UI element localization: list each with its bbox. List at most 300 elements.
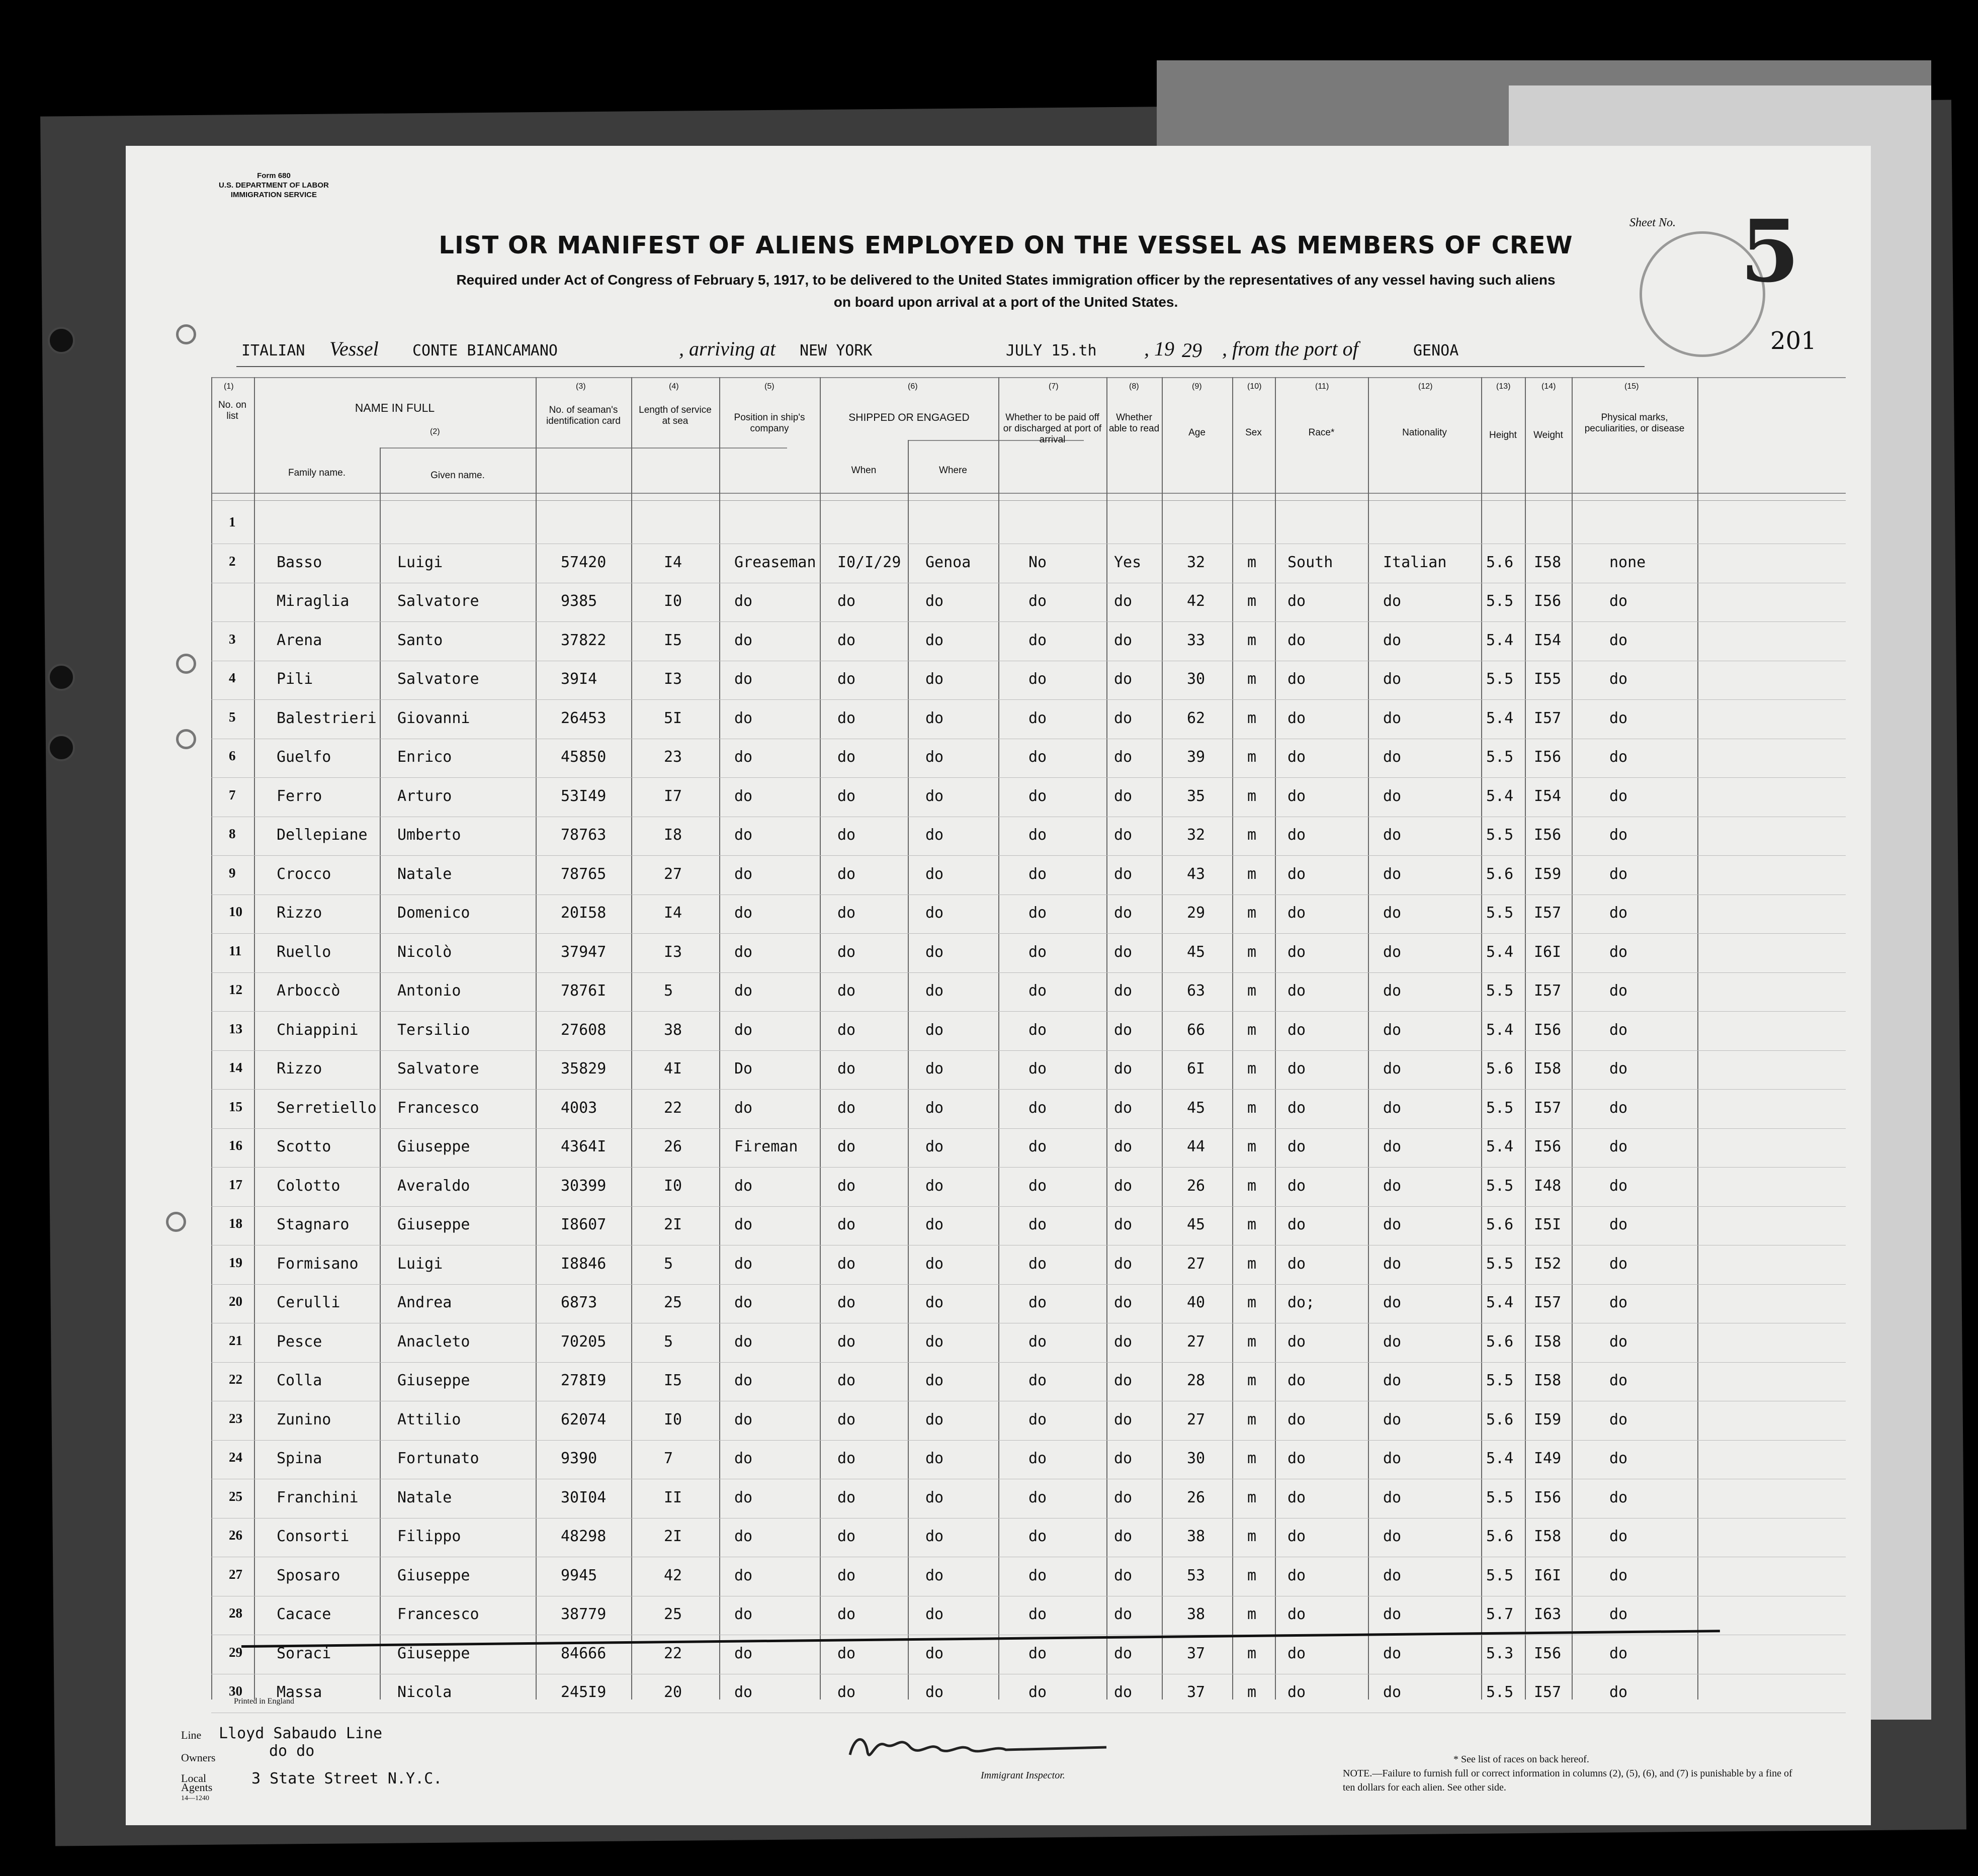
cell-race: do	[1287, 592, 1306, 610]
cell-height: 5.5	[1486, 1099, 1514, 1117]
table-row	[211, 973, 1846, 1012]
cell-height: 5.5	[1486, 1488, 1514, 1506]
cell-family-name: Crocco	[277, 865, 331, 883]
table-row	[211, 1012, 1846, 1051]
cell-race: do	[1287, 1450, 1306, 1467]
table-rule	[211, 500, 1846, 501]
cell-shipped-when: do	[837, 1644, 856, 1662]
cell-marks: do	[1609, 1605, 1628, 1623]
cell-id-card: 48298	[561, 1528, 607, 1545]
table-row	[211, 1168, 1846, 1207]
year-prefix: , 19	[1144, 337, 1174, 360]
cell-sex: m	[1247, 1332, 1257, 1351]
cell-marks: do	[1609, 1216, 1628, 1233]
cell-paid-off: do	[1028, 631, 1047, 649]
cell-id-card: 9945	[561, 1566, 597, 1584]
col-num: (15)	[1624, 382, 1639, 391]
cell-shipped-when: do	[837, 670, 856, 688]
cell-shipped-when: do	[837, 982, 856, 1000]
cell-race: do	[1287, 1410, 1306, 1428]
cell-age: 6I	[1187, 1060, 1206, 1078]
page-number: 201	[1770, 327, 1817, 355]
cell-family-name: Soraci	[277, 1644, 331, 1662]
cell-sex: m	[1247, 865, 1257, 883]
table-row	[211, 545, 1846, 583]
cell-length-service: 4I	[664, 1060, 682, 1078]
cell-weight: I57	[1534, 709, 1562, 727]
cell-able-read: do	[1114, 631, 1133, 649]
cell-height: 5.3	[1486, 1644, 1514, 1662]
cell-paid-off: do	[1028, 904, 1047, 922]
cell-position: do	[734, 1644, 753, 1662]
penalty-note: NOTE.—Failure to furnish full or correct information in columns (2), (5), (6), and (7) is punishable by a fine of ten dollars for each alien. See other side.	[1343, 1768, 1792, 1793]
cell-position: do	[734, 592, 753, 610]
cell-family-name: Dellepiane	[277, 826, 368, 844]
cell-row-number: 20	[229, 1294, 242, 1309]
cell-marks: do	[1609, 1566, 1628, 1584]
cell-marks: do	[1609, 904, 1628, 922]
table-row	[211, 817, 1846, 856]
cell-marks: do	[1609, 631, 1628, 649]
cell-nationality: do	[1383, 1099, 1402, 1117]
cell-age: 45	[1187, 943, 1206, 961]
cell-weight: I54	[1534, 631, 1562, 649]
cell-marks: do	[1609, 1332, 1628, 1351]
cell-family-name: Cacace	[277, 1605, 331, 1623]
header-sex: Sex	[1245, 427, 1262, 438]
cell-given-name: Nicolò	[397, 943, 452, 961]
cell-age: 44	[1187, 1138, 1206, 1155]
cell-row-number: 26	[229, 1528, 242, 1543]
cell-height: 5.4	[1486, 787, 1514, 805]
cell-given-name: Natale	[397, 1488, 452, 1506]
cell-shipped-where: do	[925, 1605, 944, 1623]
cell-id-card: 57420	[561, 553, 607, 571]
cell-length-service: 2I	[664, 1528, 682, 1545]
table-row	[211, 739, 1846, 778]
cell-shipped-when: do	[837, 1021, 856, 1039]
cell-race: do	[1287, 865, 1306, 883]
cell-row-number: 11	[229, 943, 242, 958]
cell-shipped-when: do	[837, 592, 856, 610]
cell-race: do	[1287, 670, 1306, 688]
header-id-card: No. of seaman's identification card	[546, 405, 621, 426]
cell-row-number: 8	[229, 826, 236, 841]
col-num: (7)	[1049, 382, 1059, 391]
cell-able-read: do	[1114, 943, 1133, 961]
cell-length-service: I4	[664, 904, 682, 922]
cell-shipped-when: do	[837, 1410, 856, 1428]
cell-able-read: do	[1114, 1255, 1133, 1273]
cell-race: do	[1287, 1528, 1306, 1545]
cell-id-card: 35829	[561, 1060, 607, 1078]
cell-sex: m	[1247, 1488, 1257, 1506]
cell-row-number: 7	[229, 787, 236, 802]
cell-weight: I63	[1534, 1605, 1562, 1623]
cell-shipped-where: do	[925, 1177, 944, 1195]
cell-height: 5.5	[1486, 592, 1514, 610]
cell-shipped-where: do	[925, 1450, 944, 1467]
cell-sex: m	[1247, 1177, 1257, 1195]
cell-position: do	[734, 865, 753, 883]
cell-able-read: do	[1114, 592, 1133, 610]
cell-length-service: 22	[664, 1644, 682, 1662]
col-num: (1)	[224, 382, 234, 391]
header-family-name: Family name.	[288, 468, 346, 478]
cell-family-name: Cerulli	[277, 1294, 340, 1311]
cell-position: do	[734, 787, 753, 805]
cell-race: do	[1287, 1099, 1306, 1117]
cell-given-name: Salvatore	[397, 592, 479, 610]
cell-weight: I57	[1534, 904, 1562, 922]
cell-nationality: do	[1383, 1566, 1402, 1584]
cell-age: 53	[1187, 1566, 1206, 1584]
cell-marks: do	[1609, 709, 1628, 727]
col-num: (5)	[764, 382, 775, 391]
cell-shipped-where: do	[925, 826, 944, 844]
cell-height: 5.5	[1486, 748, 1514, 766]
cell-nationality: do	[1383, 670, 1402, 688]
cell-weight: I57	[1534, 982, 1562, 1000]
cell-position: do	[734, 709, 753, 727]
cell-length-service: I0	[664, 592, 682, 610]
cell-length-service: 20	[664, 1683, 682, 1701]
table-row	[211, 505, 1846, 544]
agents-label-text: Local Agents	[181, 1772, 213, 1794]
cell-shipped-when: do	[837, 904, 856, 922]
cell-height: 5.6	[1486, 865, 1514, 883]
punch-hole	[166, 1212, 186, 1232]
header-height: Height	[1489, 430, 1517, 440]
cell-age: 35	[1187, 787, 1206, 805]
cell-id-card: 245I9	[561, 1683, 607, 1701]
cell-shipped-when: I0/I/29	[837, 553, 901, 571]
col-num: (3)	[576, 382, 586, 391]
cell-length-service: I4	[664, 553, 682, 571]
cell-length-service: 5	[664, 1255, 673, 1273]
col-num: (6)	[908, 382, 918, 391]
cell-marks: do	[1609, 1138, 1628, 1155]
cell-sex: m	[1247, 592, 1257, 610]
cell-shipped-where: do	[925, 1099, 944, 1117]
cell-height: 5.5	[1486, 1566, 1514, 1584]
cell-family-name: Zunino	[277, 1410, 331, 1428]
page-title: LIST OR MANIFEST OF ALIENS EMPLOYED ON THE VESSEL AS MEMBERS OF CREW	[439, 231, 1573, 259]
col-num: (9)	[1192, 382, 1202, 391]
cell-paid-off: do	[1028, 1683, 1047, 1701]
cell-nationality: do	[1383, 748, 1402, 766]
cell-given-name: Giuseppe	[397, 1566, 470, 1584]
cell-position: do	[734, 1099, 753, 1117]
cell-shipped-where: do	[925, 1332, 944, 1351]
cell-id-card: 84666	[561, 1644, 607, 1662]
cell-given-name: Attilio	[397, 1410, 461, 1428]
cell-length-service: I8	[664, 826, 682, 844]
cell-able-read: do	[1114, 865, 1133, 883]
cell-length-service: 42	[664, 1566, 682, 1584]
cell-weight: I59	[1534, 865, 1562, 883]
cell-id-card: 27608	[561, 1021, 607, 1039]
cell-nationality: do	[1383, 1605, 1402, 1623]
cell-nationality: do	[1383, 1644, 1402, 1662]
cell-family-name: Miraglia	[277, 592, 350, 610]
cell-marks: do	[1609, 1450, 1628, 1467]
cell-height: 5.6	[1486, 1410, 1514, 1428]
cell-shipped-when: do	[837, 1332, 856, 1351]
sheet-number: 5	[1740, 201, 1800, 302]
cell-marks: do	[1609, 748, 1628, 766]
cell-weight: I56	[1534, 826, 1562, 844]
cell-age: 26	[1187, 1177, 1206, 1195]
cell-family-name: Chiappini	[277, 1021, 359, 1039]
cell-id-card: 38779	[561, 1605, 607, 1623]
cell-given-name: Tersilio	[397, 1021, 470, 1039]
cell-able-read: do	[1114, 1332, 1133, 1351]
cell-age: 38	[1187, 1605, 1206, 1623]
cell-shipped-when: do	[837, 1216, 856, 1233]
cell-marks: do	[1609, 1255, 1628, 1273]
cell-nationality: do	[1383, 592, 1402, 610]
cell-able-read: do	[1114, 1060, 1133, 1078]
cell-able-read: do	[1114, 1372, 1133, 1389]
cell-position: do	[734, 1255, 753, 1273]
cell-row-number: 30	[229, 1683, 242, 1699]
cell-marks: do	[1609, 865, 1628, 883]
cell-height: 5.5	[1486, 1255, 1514, 1273]
cell-marks: do	[1609, 1060, 1628, 1078]
cell-id-card: 9390	[561, 1450, 597, 1467]
cell-shipped-where: do	[925, 1138, 944, 1155]
cell-length-service: I5	[664, 631, 682, 649]
cell-shipped-where: do	[925, 1488, 944, 1506]
cell-id-card: 37947	[561, 943, 607, 961]
cell-marks: do	[1609, 982, 1628, 1000]
cell-shipped-when: do	[837, 787, 856, 805]
cell-height: 5.5	[1486, 904, 1514, 922]
cell-sex: m	[1247, 826, 1257, 844]
cell-family-name: Arena	[277, 631, 322, 649]
cell-weight: I58	[1534, 1372, 1562, 1389]
header-length-service: Length of service at sea	[639, 405, 712, 426]
header-when: When	[851, 465, 877, 476]
header-weight: Weight	[1533, 430, 1563, 440]
cell-able-read: do	[1114, 670, 1133, 688]
cell-family-name: Sposaro	[277, 1566, 340, 1584]
cell-weight: I49	[1534, 1450, 1562, 1467]
cell-length-service: 7	[664, 1450, 673, 1467]
cell-able-read: do	[1114, 1566, 1133, 1584]
table-row	[211, 1090, 1846, 1129]
cell-id-card: 30I04	[561, 1488, 607, 1506]
cell-able-read: do	[1114, 1488, 1133, 1506]
cell-weight: I58	[1534, 1060, 1562, 1078]
header-marks: Physical marks, peculiarities, or disease	[1584, 412, 1685, 434]
cell-given-name: Filippo	[397, 1528, 461, 1545]
cell-row-number: 27	[229, 1566, 242, 1582]
cell-id-card: 26453	[561, 709, 607, 727]
col-num: (4)	[669, 382, 679, 391]
cell-age: 30	[1187, 670, 1206, 688]
cell-sex: m	[1247, 553, 1257, 571]
cell-paid-off: do	[1028, 1566, 1047, 1584]
cell-marks: do	[1609, 1294, 1628, 1311]
cell-able-read: do	[1114, 1177, 1133, 1195]
cell-marks: do	[1609, 592, 1628, 610]
cell-id-card: 278I9	[561, 1372, 607, 1389]
cell-family-name: Guelfo	[277, 748, 331, 766]
cell-position: do	[734, 1410, 753, 1428]
cell-race: South	[1287, 553, 1333, 571]
cell-marks: do	[1609, 1644, 1628, 1662]
cell-height: 5.4	[1486, 631, 1514, 649]
cell-paid-off: do	[1028, 826, 1047, 844]
cell-paid-off: do	[1028, 1060, 1047, 1078]
vessel-name: CONTE BIANCAMANO	[412, 342, 558, 360]
cell-shipped-when: do	[837, 1138, 856, 1155]
cell-given-name: Averaldo	[397, 1177, 470, 1195]
subtitle-line-1: Required under Act of Congress of February 5, 1917, to be delivered to the United States immigration officer by the representatives of any vessel having such aliens	[456, 272, 1556, 288]
cell-shipped-where: do	[925, 748, 944, 766]
cell-family-name: Balestrieri	[277, 709, 377, 727]
cell-paid-off: do	[1028, 1332, 1047, 1351]
punch-hole	[48, 734, 75, 761]
cell-height: 5.5	[1486, 670, 1514, 688]
cell-height: 5.4	[1486, 1294, 1514, 1311]
punch-hole	[176, 729, 196, 749]
cell-nationality: do	[1383, 904, 1402, 922]
cell-position: do	[734, 982, 753, 1000]
cell-nationality: do	[1383, 865, 1402, 883]
cell-able-read: do	[1114, 1683, 1133, 1701]
cell-position: do	[734, 1372, 753, 1389]
cell-race: do	[1287, 1216, 1306, 1233]
cell-length-service: I3	[664, 943, 682, 961]
cell-given-name: Francesco	[397, 1099, 479, 1117]
cell-sex: m	[1247, 787, 1257, 805]
cell-length-service: 5I	[664, 709, 682, 727]
cell-shipped-when: do	[837, 943, 856, 961]
cell-race: do	[1287, 1255, 1306, 1273]
cell-sex: m	[1247, 982, 1257, 1000]
cell-length-service: 2I	[664, 1216, 682, 1233]
cell-sex: m	[1247, 1294, 1257, 1311]
cell-height: 5.6	[1486, 553, 1514, 571]
cell-paid-off: do	[1028, 1294, 1047, 1311]
cell-height: 5.6	[1486, 1216, 1514, 1233]
cell-shipped-where: do	[925, 1566, 944, 1584]
cell-sex: m	[1247, 1138, 1257, 1155]
cell-height: 5.6	[1486, 1528, 1514, 1545]
cell-able-read: do	[1114, 1410, 1133, 1428]
cell-height: 5.5	[1486, 1683, 1514, 1701]
cell-position: do	[734, 1177, 753, 1195]
manifest-page	[126, 146, 1871, 1825]
cell-shipped-when: do	[837, 1605, 856, 1623]
cell-row-number: 19	[229, 1255, 242, 1270]
cell-given-name: Anacleto	[397, 1332, 470, 1351]
cell-sex: m	[1247, 1021, 1257, 1039]
cell-row-number: 28	[229, 1605, 242, 1621]
table-row	[211, 1207, 1846, 1245]
cell-nationality: do	[1383, 631, 1402, 649]
cell-paid-off: No	[1028, 553, 1047, 571]
cell-weight: I55	[1534, 670, 1562, 688]
cell-shipped-where: do	[925, 943, 944, 961]
cell-height: 5.4	[1486, 1021, 1514, 1039]
cell-length-service: 23	[664, 748, 682, 766]
cell-weight: I56	[1534, 1021, 1562, 1039]
cell-row-number: 12	[229, 982, 242, 997]
service: IMMIGRATION SERVICE	[230, 191, 317, 199]
line-value: Lloyd Sabaudo Line	[219, 1725, 383, 1742]
cell-paid-off: do	[1028, 748, 1047, 766]
cell-age: 45	[1187, 1099, 1206, 1117]
cell-marks: do	[1609, 1177, 1628, 1195]
cell-length-service: 5	[664, 1332, 673, 1351]
cell-weight: I6I	[1534, 943, 1562, 961]
cell-weight: I52	[1534, 1255, 1562, 1273]
cell-nationality: do	[1383, 1216, 1402, 1233]
cell-shipped-where: do	[925, 631, 944, 649]
cell-height: 5.4	[1486, 943, 1514, 961]
cell-sex: m	[1247, 709, 1257, 727]
cell-race: do;	[1287, 1294, 1315, 1311]
table-row	[211, 1636, 1846, 1674]
cell-height: 5.5	[1486, 826, 1514, 844]
cell-family-name: Pili	[277, 670, 313, 688]
table-row	[211, 856, 1846, 895]
cell-sex: m	[1247, 1566, 1257, 1584]
cell-id-card: 20I58	[561, 904, 607, 922]
col-num: (8)	[1129, 382, 1139, 391]
cell-row-number: 25	[229, 1488, 242, 1504]
col-num: (12)	[1418, 382, 1433, 391]
cell-family-name: Ferro	[277, 787, 322, 805]
cell-nationality: do	[1383, 1294, 1402, 1311]
cell-shipped-where: do	[925, 787, 944, 805]
cell-nationality: do	[1383, 982, 1402, 1000]
cell-paid-off: do	[1028, 592, 1047, 610]
punch-hole	[176, 654, 196, 674]
cell-position: do	[734, 670, 753, 688]
cell-nationality: do	[1383, 787, 1402, 805]
cell-given-name: Antonio	[397, 982, 461, 1000]
cell-race: do	[1287, 1060, 1306, 1078]
cell-family-name: Scotto	[277, 1138, 331, 1155]
crew-table	[211, 377, 1846, 1700]
col-num: (13)	[1496, 382, 1511, 391]
cell-sex: m	[1247, 748, 1257, 766]
voyage-underline	[236, 366, 1645, 367]
cell-position: do	[734, 1528, 753, 1545]
cell-family-name: Serretiello	[277, 1099, 377, 1117]
cell-position: do	[734, 748, 753, 766]
cell-sex: m	[1247, 943, 1257, 961]
cell-shipped-where: do	[925, 1528, 944, 1545]
table-row	[211, 1596, 1846, 1635]
race-note: * See list of races on back hereof.	[1453, 1754, 1589, 1765]
cell-nationality: do	[1383, 1683, 1402, 1701]
cell-race: do	[1287, 787, 1306, 805]
cell-position: do	[734, 631, 753, 649]
cell-family-name: Arboccò	[277, 982, 340, 1000]
cell-id-card: 4364I	[561, 1138, 607, 1155]
col-num: (11)	[1315, 382, 1329, 391]
cell-sex: m	[1247, 904, 1257, 922]
cell-row-number: 6	[229, 748, 236, 763]
cell-shipped-where: do	[925, 670, 944, 688]
cell-race: do	[1287, 1138, 1306, 1155]
